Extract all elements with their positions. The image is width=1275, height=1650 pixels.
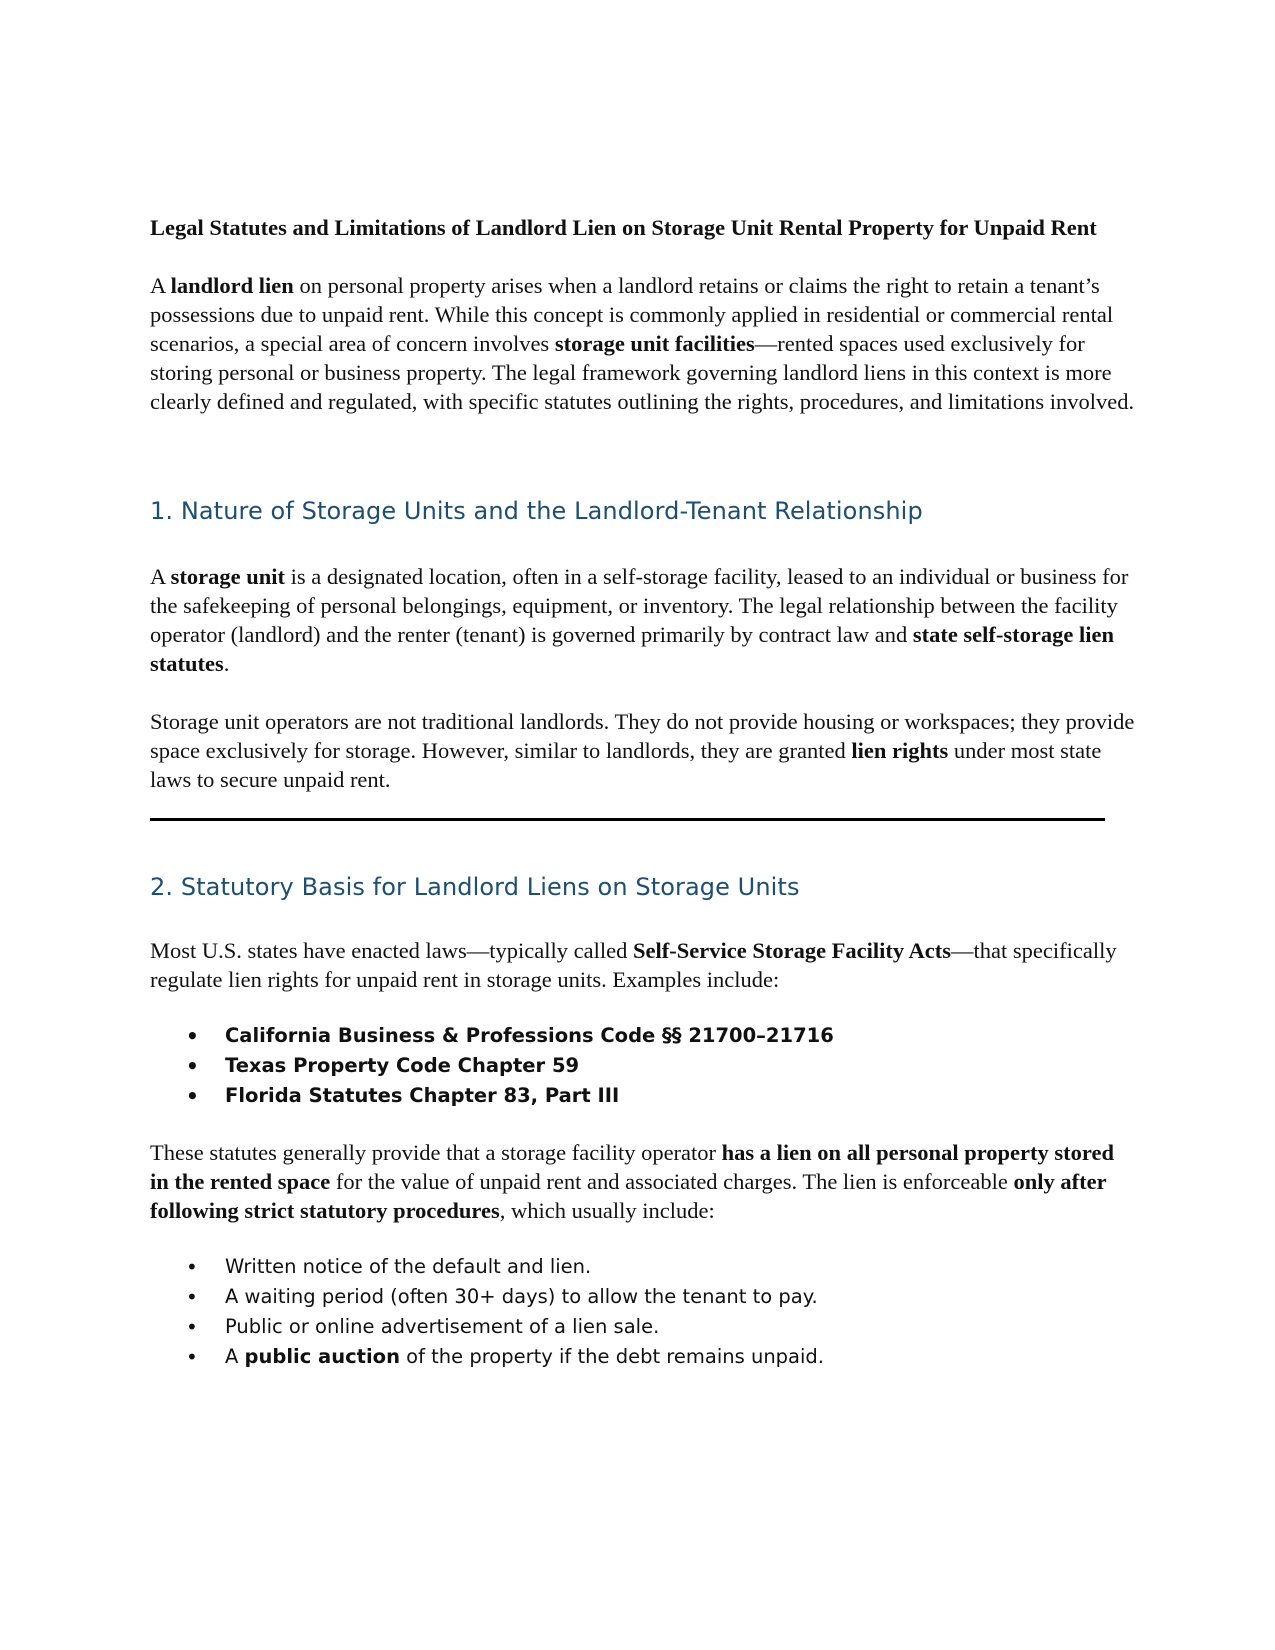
text-run: . [223, 651, 230, 676]
bold-term: has a lien on all personal property stored in the rented space [150, 1140, 1114, 1194]
text-run: Most U.S. states have enacted laws—typically called [150, 938, 633, 963]
section-2-paragraph-2 [150, 1138, 1135, 1225]
text-run: on personal property arises when a landlord retains or claims the right to retain a tenant’s possessions due to unpaid rent. While this concept is commonly applied in residential or commercial rental scenarios, a special area of concern involves [150, 273, 1114, 356]
procedures-list [150, 1252, 1135, 1372]
list-item [150, 1342, 1135, 1372]
bold-term: landlord lien [170, 273, 294, 298]
list-item: • Public or online advertisement of a lien sale. [150, 1312, 1135, 1342]
section-2-paragraph-1 [150, 936, 1135, 994]
intro-paragraph [150, 271, 1135, 416]
bold-term: only after following strict statutory procedures [150, 1169, 1107, 1223]
text-run: under most state laws to secure unpaid rent. [150, 738, 1102, 792]
section-2-heading: 2. Statutory Basis for Landlord Liens on Storage Units [150, 873, 800, 901]
statutes-list [150, 1021, 1135, 1111]
list-item: • Texas Property Code Chapter 59 [150, 1051, 1135, 1081]
text-run: of the property if the debt remains unpaid. [399, 1345, 825, 1368]
text-run: —rented spaces used exclusively for storing personal or business property. The legal framework governing landlord liens in this context is more clearly defined and regulated, with specific statutes outlining the rights, procedures, and limitations involved. [150, 331, 1135, 414]
text-run: A [150, 564, 171, 589]
text-run: Storage unit operators are not traditional landlords. They do not provide housing or workspaces; they provide space exclusively for storage. However, similar to landlords, they are granted [150, 709, 1135, 763]
text-run: is a designated location, often in a self-storage facility, leased to an individual or business for the safekeeping of personal belongings, equipment, or inventory. The legal relationship between the facility operator (landlord) and the renter (tenant) is governed primarily by contract law and [150, 564, 1129, 647]
text-run: A [150, 273, 171, 298]
section-1-paragraph-1 [150, 562, 1135, 678]
section-1-paragraph-2 [150, 707, 1135, 794]
bold-term: storage unit facilities [554, 331, 755, 356]
list-item: • California Business & Professions Code §§ 21700–21716 [150, 1021, 1135, 1051]
document-title: Legal Statutes and Limitations of Landlord Lien on Storage Unit Rental Property for Unpaid Rent [150, 215, 1097, 240]
text-run: These statutes generally provide that a storage facility operator [150, 1140, 722, 1165]
list-item: • Florida Statutes Chapter 83, Part III [150, 1081, 1135, 1111]
bold-term: public auction [244, 1345, 400, 1368]
text-run: —that specifically regulate lien rights for unpaid rent in storage units. Examples include: [150, 938, 1117, 992]
document-content [150, 213, 1135, 1372]
list-item: • Written notice of the default and lien. [150, 1252, 1135, 1282]
text-run: A [225, 1345, 245, 1368]
list-item: • A waiting period (often 30+ days) to allow the tenant to pay. [150, 1282, 1135, 1312]
text-run: , which usually include: [499, 1198, 715, 1223]
bold-term: lien rights [851, 738, 949, 763]
text-run: for the value of unpaid rent and associated charges. The lien is enforceable [330, 1169, 1014, 1194]
bold-term: Self-Service Storage Facility Acts [633, 938, 952, 963]
bold-term: storage unit [170, 564, 286, 589]
bold-term: state self-storage lien statutes [150, 622, 1115, 676]
section-1-heading: 1. Nature of Storage Units and the Landlord-Tenant Relationship [150, 497, 923, 525]
